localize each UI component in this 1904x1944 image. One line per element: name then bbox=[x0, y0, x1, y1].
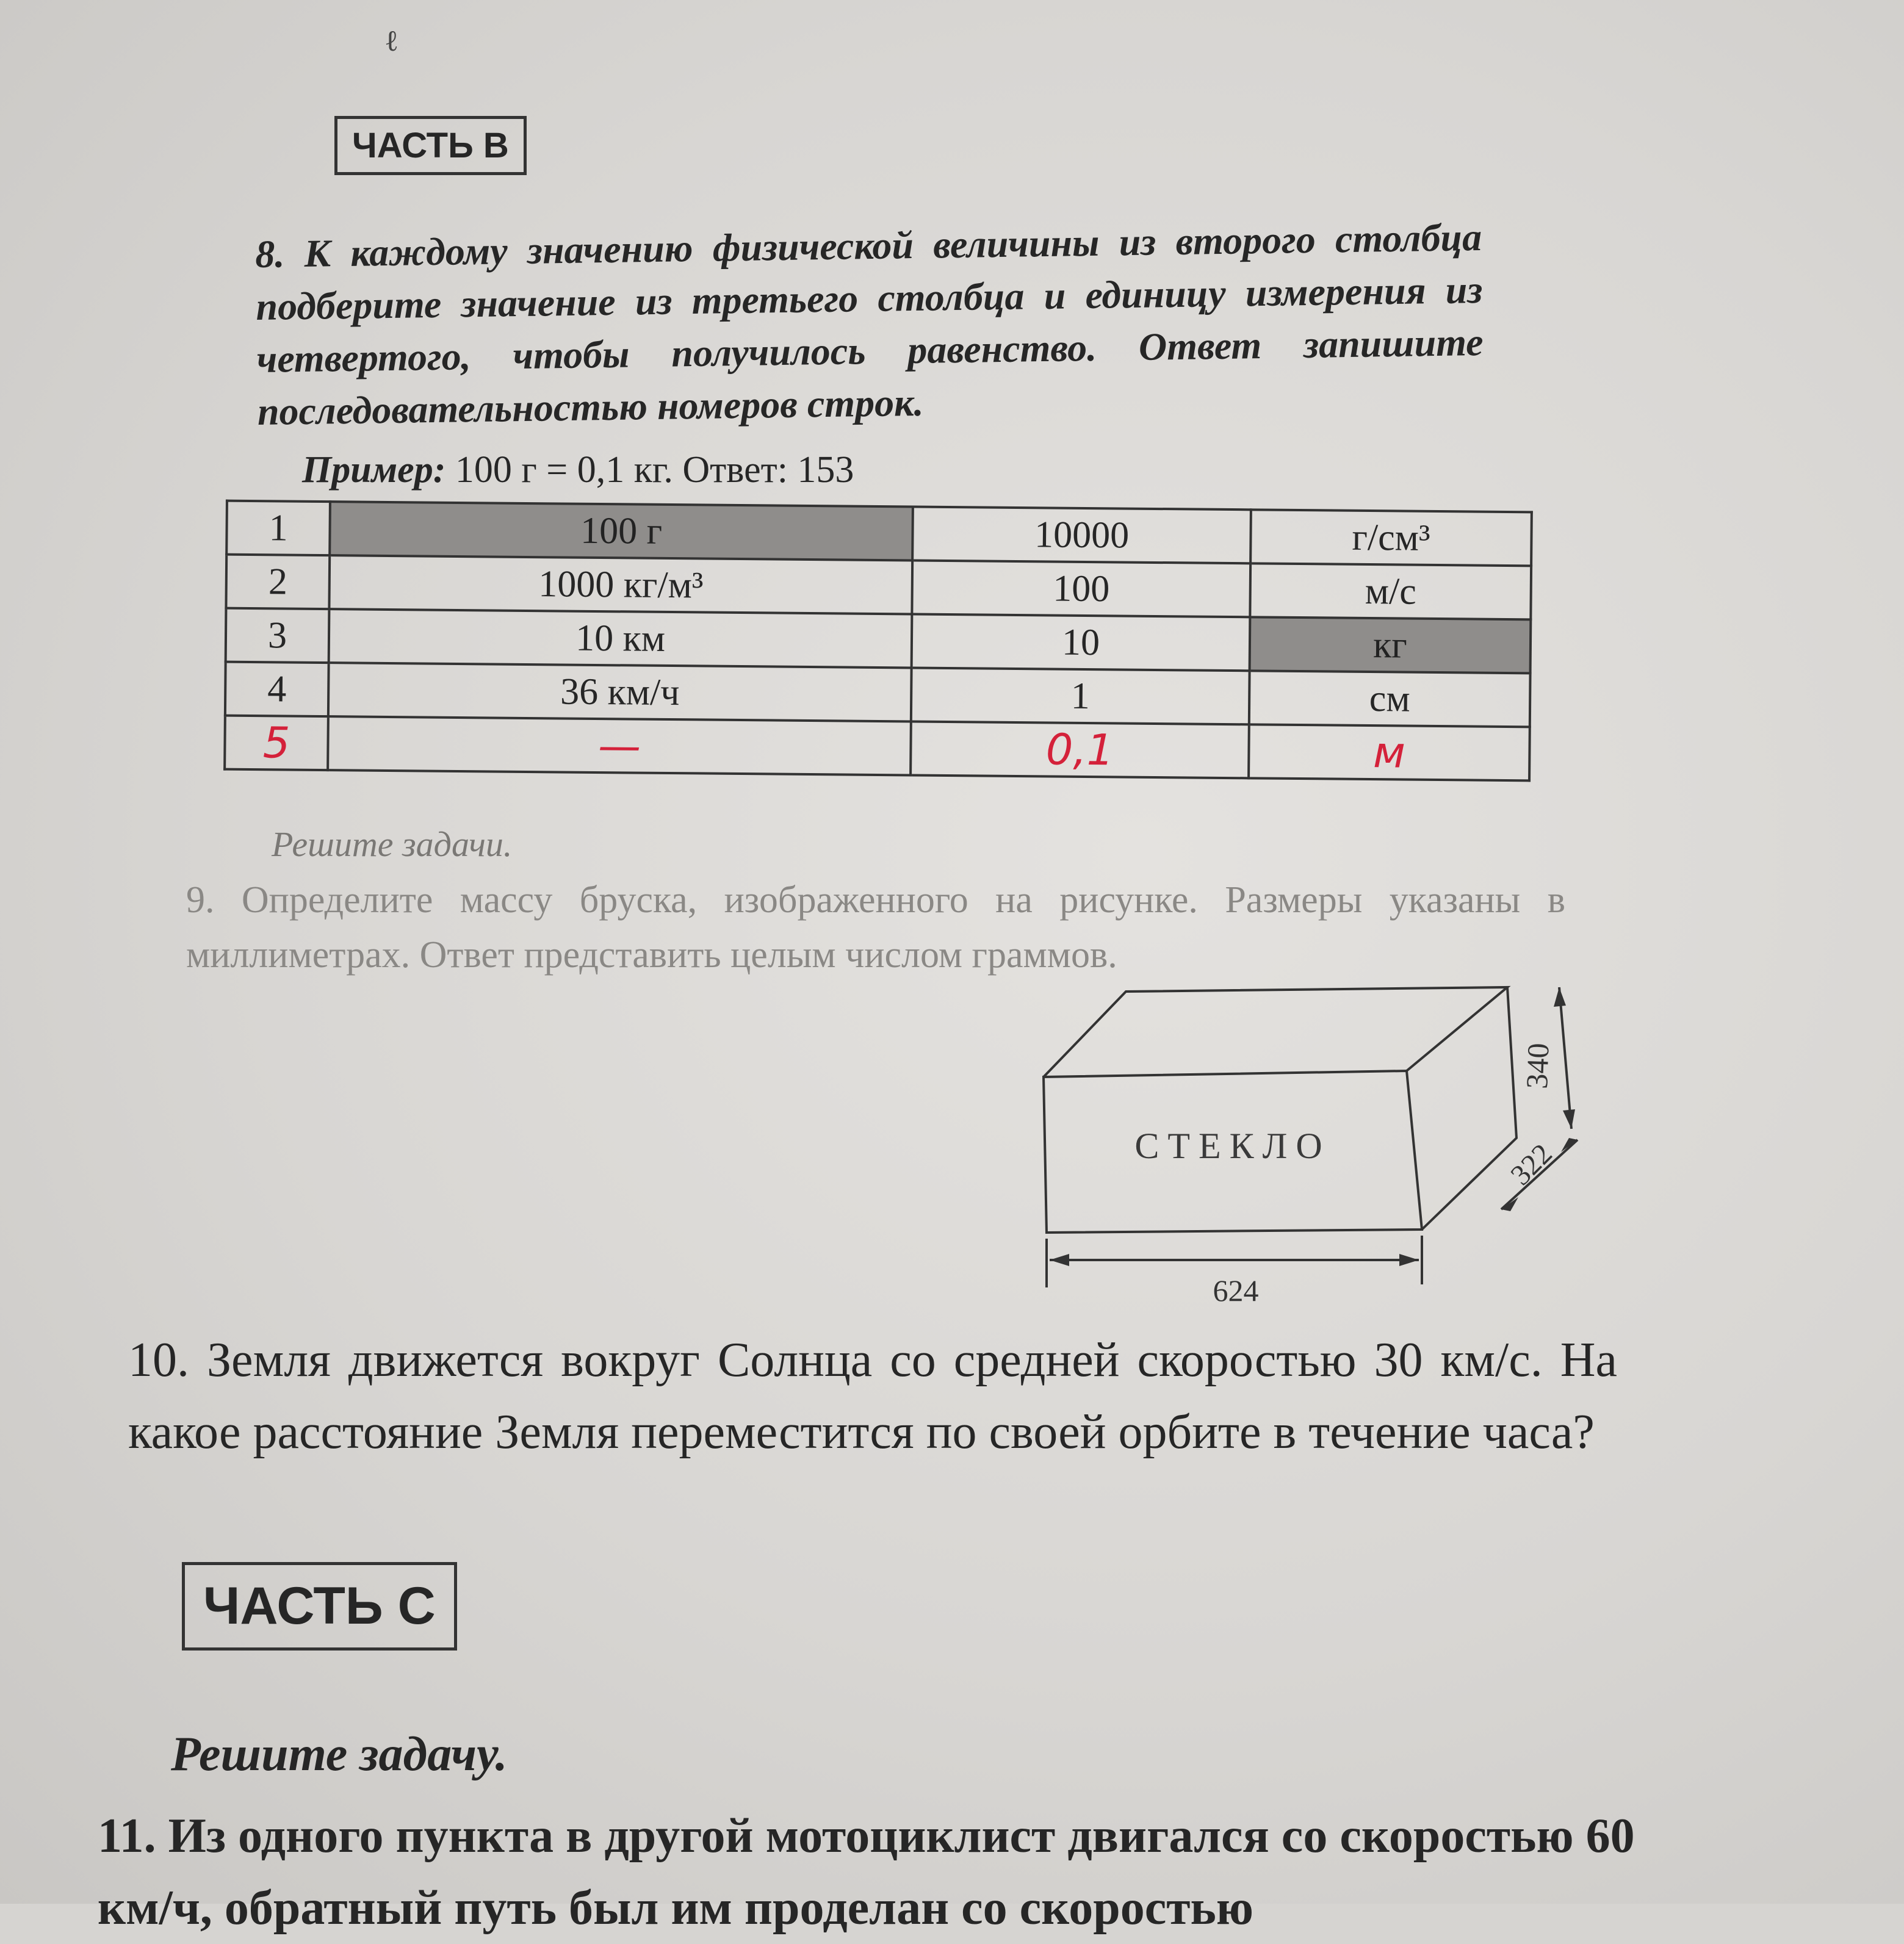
part-b-heading: ЧАСТЬ В bbox=[334, 116, 527, 175]
glass-brick-figure bbox=[1025, 970, 1605, 1312]
pencil-mark: ℓ bbox=[384, 25, 398, 57]
table-cell: см bbox=[1249, 671, 1531, 727]
table-cell: 10 км bbox=[329, 609, 912, 668]
height-dimension-line bbox=[1559, 987, 1571, 1129]
length-label: 624 bbox=[1213, 1273, 1259, 1308]
table-cell: 36 км/ч bbox=[328, 663, 912, 721]
example-label: Пример: bbox=[302, 449, 446, 491]
table-cell: 100 г bbox=[330, 502, 913, 560]
example-text: 100 г = 0,1 кг. Ответ: 153 bbox=[445, 449, 854, 491]
solve-problem-heading: Решите задачу. bbox=[171, 1727, 508, 1781]
table-cell: 10000 bbox=[912, 506, 1251, 563]
task-10-text: 10. Земля движется вокруг Солнца со средней скоростью 30 км/с. На какое расстояние Земля переместится по своей орбите в течение часа? bbox=[128, 1333, 1617, 1459]
table-cell: кг bbox=[1250, 617, 1531, 673]
task-11-text: 11. Из одного пункта в другой мотоциклист двигался со скоростью 60 км/ч, обратный путь был им проделан со скоростью bbox=[98, 1809, 1635, 1935]
task-9-text: 9. Определите массу бруска, изображенного на рисунке. Размеры указаны в миллиметрах. Ответ представить целым числом граммов. bbox=[186, 879, 1565, 976]
solve-problems-heading: Решите задачи. bbox=[272, 824, 513, 864]
handwritten-row bbox=[225, 716, 1530, 781]
handwritten-cell: 0,1 bbox=[911, 721, 1249, 778]
table-cell: 1 bbox=[226, 501, 330, 555]
brick-label: СТЕКЛО bbox=[1134, 1126, 1331, 1166]
table-cell: 10 bbox=[912, 614, 1250, 671]
part-c-heading: ЧАСТЬ С bbox=[182, 1562, 457, 1651]
table-cell: м/с bbox=[1250, 563, 1531, 619]
handwritten-cell: — bbox=[328, 716, 911, 775]
handwritten-cell: м bbox=[1249, 724, 1530, 780]
depth-label: 322 bbox=[1504, 1137, 1559, 1192]
table-cell: 4 bbox=[225, 662, 329, 716]
brick-side-face bbox=[1422, 987, 1516, 1229]
handwritten-cell: 5 bbox=[225, 716, 328, 770]
table-cell: 100 bbox=[912, 560, 1251, 617]
height-label: 340 bbox=[1520, 1042, 1556, 1090]
table-cell: 2 bbox=[226, 555, 330, 609]
table-cell: г/см³ bbox=[1250, 509, 1532, 566]
table-cell: 3 bbox=[226, 608, 330, 663]
units-table bbox=[223, 500, 1533, 782]
task-8-example bbox=[302, 448, 854, 492]
task-8-text: 8. К каждому значению физической величины из второго столбца подберите значение из третьего столбца и единицу измерения из четвертого, чтобы получилось равенство. Ответ запишите последовательностью номеров строк. bbox=[254, 215, 1484, 434]
table-cell: 1000 кг/м³ bbox=[330, 555, 913, 614]
brick-top-face bbox=[1044, 987, 1507, 1077]
table-cell: 1 bbox=[911, 668, 1250, 724]
